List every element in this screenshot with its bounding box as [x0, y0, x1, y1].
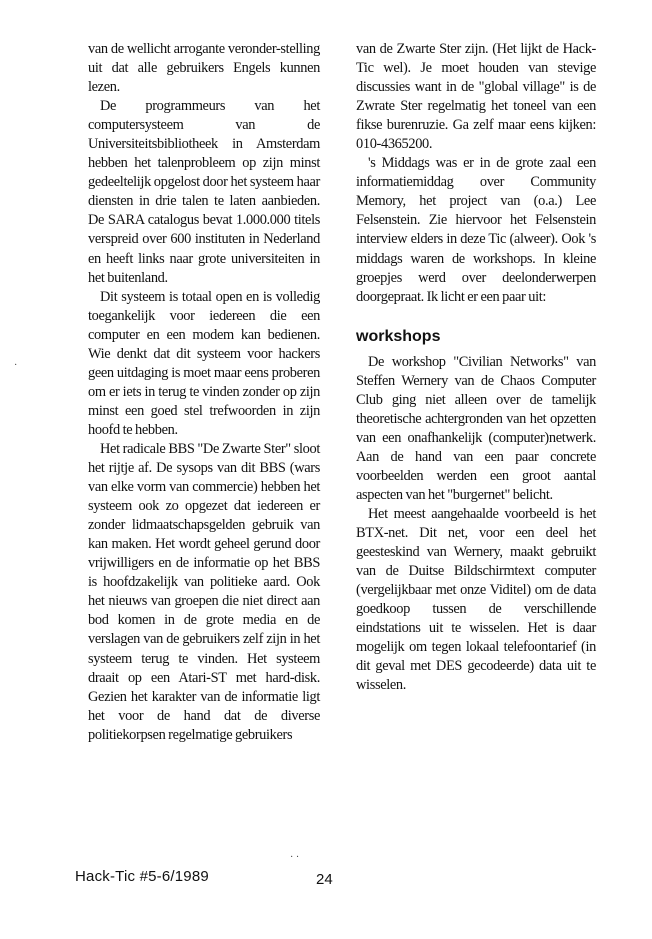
right-paragraph-4: Het meest aangehaalde voorbeeld is het BTX-net. Dit net, voor een deel het geesteskind van Wernery, maakt gebruikt van de Duitse Bildschirmtext computer (vergelijkbaar met onze Viditel) om de data goedkoop tussen de verschillende eindstations uit te wisselen. Het is daar mogelijk om tegen lokaal telefoontarief (in dit geval met DES gecodeerde) data uit te wisselen. — [356, 506, 596, 694]
right-paragraph-3: De workshop "Civilian Networks" van Steffen Wernery van de Chaos Computer Club ging niet alleen over de tamelijk theoretische achtergronden van het opzetten van een onafhankelijk (computer)netwerk. Aan de hand van een paar concrete voorbeelden werden een groot aantal aspecten van het "burgernet" belicht. — [356, 353, 596, 503]
scan-speck: · — [14, 360, 18, 371]
section-heading: workshops — [356, 327, 441, 345]
page-number: 24 — [316, 871, 333, 888]
left-paragraph-3: Dit systeem is totaal open en is volledig toegankelijk voor iedereen die een computer en een modem kan bedienen. Wie denkt dat dit systeem voor hackers geen uitdaging is moet maar eens proberen om er iets in terug te vinden zonder op zijn minst een goed stel trefwoorden in zijn hoofd te hebben. — [88, 288, 320, 438]
right-paragraph-2: 's Middags was er in de grote zaal een informatiemiddag over Community Memory, het project van (o.a.) Lee Felsenstein. Zie hiervoor het Felsenstein interview elders in deze Tic (alweer). Ook 's middags waren de workshops. In kleine groepjes werd over deelonderwerpen doorgepraat. Ik licht er een paar uit: — [356, 155, 596, 305]
left-paragraph-2: De programmeurs van het computersysteem van de Universiteitsbibliotheek in Amsterdam hebben het talenprobleem op zijn minst gedeeltelijk opgelost door het systeem haar diensten in drie talen te laten aanbieden. De SARA catalogus bevat 1.000.000 titels verspreid over 600 instituten in Nederland en heeft links naar grote universiteiten in het buitenland. — [88, 98, 320, 286]
scan-speck: · · — [290, 852, 300, 863]
right-column — [356, 40, 596, 696]
footer-publication: Hack-Tic #5-6/1989 — [75, 868, 209, 885]
left-paragraph-4: Het radicale BBS "De Zwarte Ster" sloot het rijtje af. De sysops van dit BBS (wars van elke vorm van commercie) hebben het systeem ook zo opgezet dat iedereen er zonder lidmaatschapsgelden gebruik van kan maken. Het wordt geheel gerund door vrijwilligers en de informatie op het BBS is hoofdzakelijk van politieke aard. Ook het nieuws van groepen die niet direct aan bod komen in de grote media en de verslagen van de gebruikers zelf zijn in het systeem terug te vinden. Het systeem draait op een Atari-ST met hard-disk. Gezien het karakter van de informatie ligt het voor de hand dat de diverse politiekorpsen regelmatige gebruikers — [88, 440, 320, 743]
left-paragraph-1: van de wellicht arrogante veronder-stelling uit dat alle gebruikers Engels kunnen lezen. — [88, 41, 320, 96]
right-paragraph-1: van de Zwarte Ster zijn. (Het lijkt de Hack-Tic wel). Je moet houden van stevige discussies want in de "global village" is de Zwrate Ster regelmatig het toneel van een fikse burenruzie. Ga zelf maar eens kijken: 010-4365200. — [356, 41, 596, 153]
left-column — [88, 40, 320, 745]
